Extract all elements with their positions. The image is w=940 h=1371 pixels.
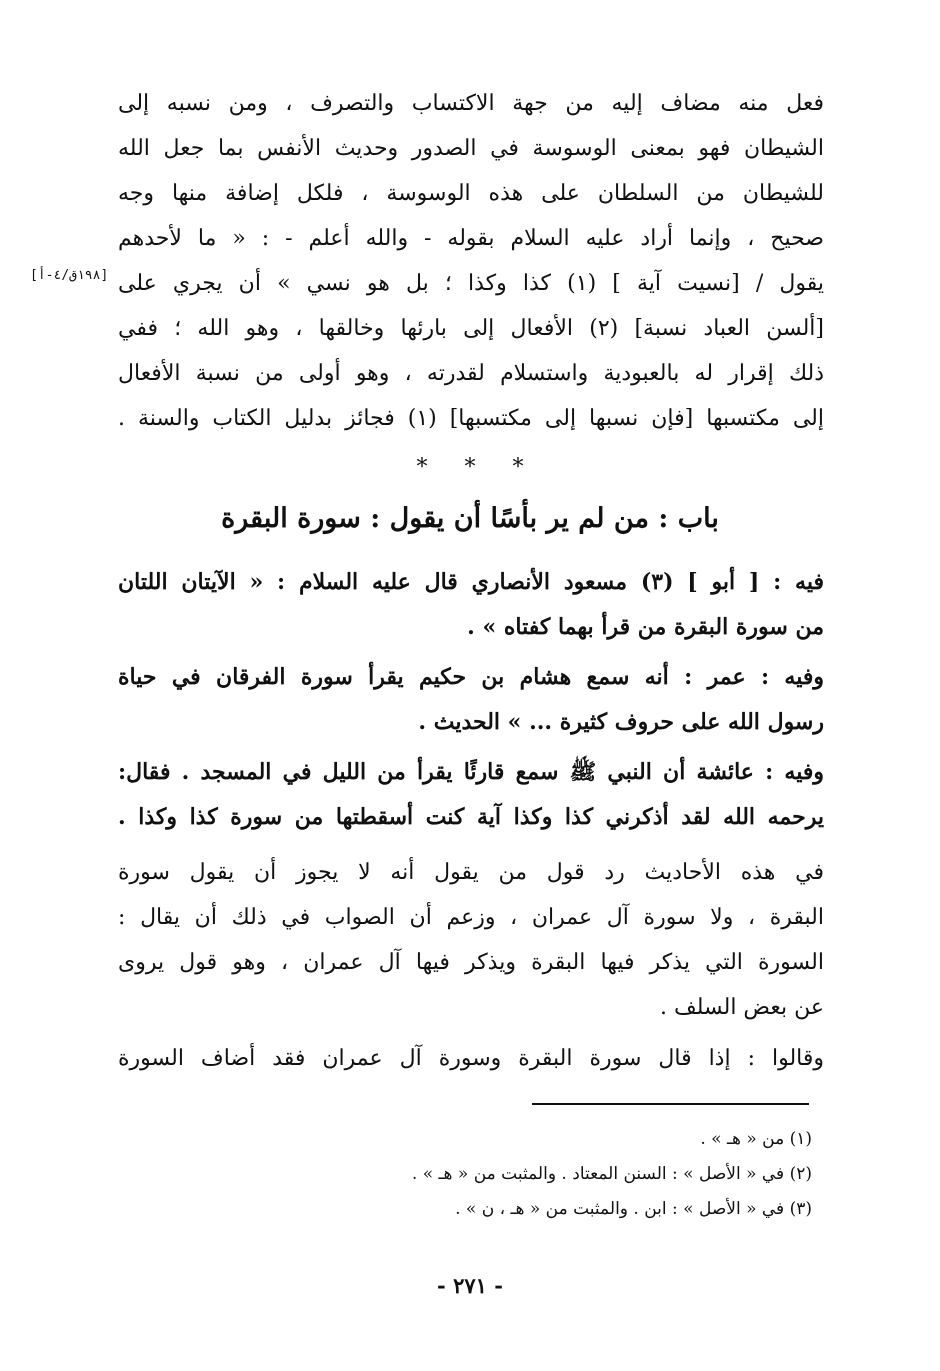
text-line: وفيه : عائشة أن النبي ﷺ سمع قارئًا يقرأ من الليل في المسجد . فقال: (118, 759, 824, 785)
text-line: من سورة البقرة من قرأ بهما كفتاه » . (467, 614, 824, 640)
chapter-heading: باب : من لم ير بأسًا أن يقول : سورة البقرة (221, 503, 719, 534)
text-line: ذلك إقرار له بالعبودية واستسلام لقدرته ، وهو أولى من نسبة الأفعال (118, 361, 824, 386)
hadith-1 (118, 560, 824, 650)
text-line: وقالوا : إذا قال سورة البقرة وسورة آل عمران فقد أضاف السورة (118, 1046, 824, 1071)
text-line: يرحمه الله لقد أذكرني كذا وكذا آية كنت أسقطتها من سورة كذا وكذا . (118, 804, 824, 830)
text-line: في هذه الأحاديث رد قول من يقول أنه لا يجوز أن يقول سورة (118, 860, 824, 885)
text-line: للشيطان من السلطان على هذه الوسوسة ، فلكل إضافة منها وجه (118, 181, 824, 206)
commentary-paragraph (118, 850, 824, 1030)
text-line: [ألسن العباد نسبة] (٢) الأفعال إلى بارئها وخالقها ، وهو الله ؛ ففي (118, 316, 824, 341)
footnote: (٢) في « الأصل » : السنن المعتاد . والمثبت من « هـ » . (411, 1164, 812, 1184)
section-separator: * * * (416, 455, 524, 480)
footnote: (٣) في « الأصل » : ابن . والمثبت من « هـ ، ن » . (455, 1199, 812, 1219)
hadith-3 (118, 750, 824, 840)
page-number: - ٢٧١ - (437, 1273, 503, 1298)
top-paragraph (118, 81, 824, 441)
text-line: وفيه : عمر : أنه سمع هشام بن حكيم يقرأ سورة الفرقان في حياة (118, 664, 824, 690)
text-line: فعل منه مضاف إليه من جهة الاكتساب والتصرف ، ومن نسبه إلى (118, 91, 824, 116)
text-line: عن بعض السلف . (659, 995, 824, 1020)
text-line: السورة التي يذكر فيها البقرة ويذكر فيها آل عمران ، وهو قول يروى (118, 950, 824, 975)
text-line: صحيح ، وإنما أراد عليه السلام بقوله - والله أعلم - : « ما لأحدهم (118, 226, 824, 251)
text-line: الشيطان فهو بمعنى الوسوسة في الصدور وحديث الأنفس بما جعل الله (118, 136, 824, 161)
hadith-2 (118, 655, 824, 745)
text-line: فيه : [ أبو ] (٣) مسعود الأنصاري قال عليه السلام : « الآيتان اللتان (118, 569, 824, 595)
footnote-separator (532, 1103, 809, 1105)
footnotes (300, 1122, 812, 1227)
footnote: (١) من « هـ » . (700, 1129, 812, 1149)
text-line: رسول الله على حروف كثيرة ... » الحديث . (418, 709, 824, 735)
closing-paragraph (118, 1036, 824, 1081)
text-line: يقول / [نسيت آية ] (١) كذا وكذا ؛ بل هو نسي » أن يجري على (118, 271, 824, 296)
text-line: البقرة ، ولا سورة آل عمران ، وزعم أن الصواب في ذلك أن يقال : (118, 905, 824, 930)
text-line: إلى مكتسبها [فإن نسبها إلى مكتسبها] (١) فجائز بدليل الكتاب والسنة . (118, 406, 824, 431)
manuscript-folio-note: [١٩٨ق/٤-أ] (30, 268, 109, 283)
